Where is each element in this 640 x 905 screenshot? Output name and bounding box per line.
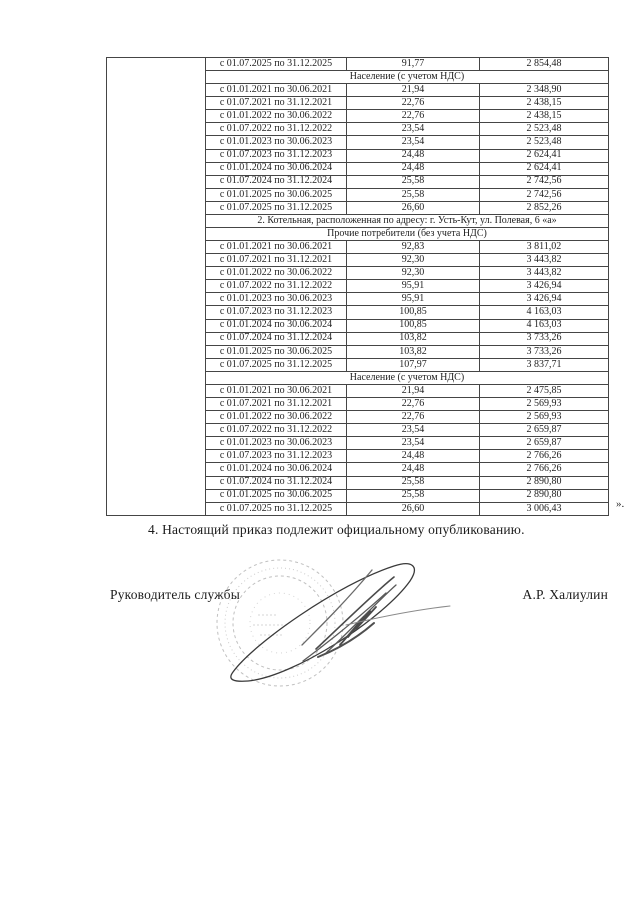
- price-cell: 2 852,26: [480, 201, 609, 214]
- period-cell: с 01.01.2024 по 30.06.2024: [206, 162, 347, 175]
- price-cell: 3 426,94: [480, 293, 609, 306]
- tariff-cell: 95,91: [347, 280, 480, 293]
- price-cell: 2 475,85: [480, 384, 609, 397]
- closing-quote-mark: ».: [616, 498, 625, 510]
- period-cell: с 01.07.2025 по 31.12.2025: [206, 502, 347, 515]
- tariff-cell: 100,85: [347, 319, 480, 332]
- price-cell: 3 733,26: [480, 345, 609, 358]
- price-cell: 2 438,15: [480, 97, 609, 110]
- price-cell: 3 443,82: [480, 254, 609, 267]
- period-cell: с 01.01.2025 по 30.06.2025: [206, 489, 347, 502]
- tariff-cell: 24,48: [347, 450, 480, 463]
- period-cell: с 01.01.2022 по 30.06.2022: [206, 411, 347, 424]
- tariff-cell: 23,54: [347, 424, 480, 437]
- period-cell: с 01.07.2023 по 31.12.2023: [206, 450, 347, 463]
- tariff-cell: 22,76: [347, 411, 480, 424]
- signature-line: [110, 587, 608, 603]
- period-cell: с 01.01.2025 по 30.06.2025: [206, 188, 347, 201]
- price-cell: 2 742,56: [480, 175, 609, 188]
- tariff-cell: 92,30: [347, 254, 480, 267]
- period-cell: с 01.07.2024 по 31.12.2024: [206, 175, 347, 188]
- official-stamp-and-signature: [198, 549, 464, 701]
- period-cell: с 01.07.2022 по 31.12.2022: [206, 280, 347, 293]
- period-cell: с 01.01.2021 по 30.06.2021: [206, 384, 347, 397]
- tariff-cell: 24,48: [347, 463, 480, 476]
- price-cell: 3 733,26: [480, 332, 609, 345]
- tariff-cell: 25,58: [347, 188, 480, 201]
- tariff-cell: 23,54: [347, 136, 480, 149]
- order-paragraph: 4. Настоящий приказ подлежит официальному опубликованию.: [148, 522, 525, 537]
- period-cell: с 01.07.2022 по 31.12.2022: [206, 424, 347, 437]
- section-header-cell: Прочие потребители (без учета НДС): [206, 228, 609, 241]
- period-cell: с 01.07.2021 по 31.12.2021: [206, 254, 347, 267]
- price-cell: 3 443,82: [480, 267, 609, 280]
- tariff-cell: 25,58: [347, 175, 480, 188]
- period-cell: с 01.01.2021 по 30.06.2021: [206, 241, 347, 254]
- tariff-cell: 24,48: [347, 162, 480, 175]
- period-cell: с 01.07.2023 по 31.12.2023: [206, 149, 347, 162]
- section-header-cell: 2. Котельная, расположенная по адресу: г. Усть-Кут, ул. Полевая, 6 «а»: [206, 214, 609, 227]
- period-cell: с 01.07.2024 по 31.12.2024: [206, 332, 347, 345]
- tariff-cell: 92,83: [347, 241, 480, 254]
- empty-first-column-cell: [107, 58, 206, 516]
- period-cell: с 01.01.2022 по 30.06.2022: [206, 110, 347, 123]
- period-cell: с 01.01.2024 по 30.06.2024: [206, 463, 347, 476]
- price-cell: 2 890,80: [480, 489, 609, 502]
- period-cell: с 01.07.2021 по 31.12.2021: [206, 398, 347, 411]
- tariff-cell: 103,82: [347, 332, 480, 345]
- period-cell: с 01.07.2025 по 31.12.2025: [206, 58, 347, 71]
- price-cell: 2 569,93: [480, 398, 609, 411]
- tariff-cell: 22,76: [347, 398, 480, 411]
- price-cell: 2 659,87: [480, 424, 609, 437]
- period-cell: с 01.07.2022 по 31.12.2022: [206, 123, 347, 136]
- period-cell: с 01.07.2021 по 31.12.2021: [206, 97, 347, 110]
- tariff-cell: 22,76: [347, 97, 480, 110]
- tariff-cell: 23,54: [347, 123, 480, 136]
- period-cell: с 01.07.2024 по 31.12.2024: [206, 476, 347, 489]
- period-cell: с 01.01.2023 по 30.06.2023: [206, 136, 347, 149]
- tariff-table: [106, 57, 609, 516]
- tariff-cell: 95,91: [347, 293, 480, 306]
- tariff-cell: 26,60: [347, 502, 480, 515]
- tariff-cell: 92,30: [347, 267, 480, 280]
- price-cell: 2 854,48: [480, 58, 609, 71]
- tariff-cell: 23,54: [347, 437, 480, 450]
- price-cell: 3 426,94: [480, 280, 609, 293]
- price-cell: 3 811,02: [480, 241, 609, 254]
- price-cell: 2 766,26: [480, 463, 609, 476]
- price-cell: 2 766,26: [480, 450, 609, 463]
- price-cell: 2 523,48: [480, 136, 609, 149]
- tariff-cell: 100,85: [347, 306, 480, 319]
- period-cell: с 01.01.2023 по 30.06.2023: [206, 293, 347, 306]
- tariff-cell: 24,48: [347, 149, 480, 162]
- tariff-cell: 25,58: [347, 476, 480, 489]
- period-cell: с 01.07.2023 по 31.12.2023: [206, 306, 347, 319]
- period-cell: с 01.01.2021 по 30.06.2021: [206, 84, 347, 97]
- tariff-cell: 26,60: [347, 201, 480, 214]
- price-cell: 2 348,90: [480, 84, 609, 97]
- price-cell: 3 837,71: [480, 358, 609, 371]
- handwritten-signature-icon: [231, 564, 450, 682]
- price-cell: 2 659,87: [480, 437, 609, 450]
- section-header-cell: Население (с учетом НДС): [206, 371, 609, 384]
- tariff-cell: 21,94: [347, 84, 480, 97]
- round-seal-icon: [217, 560, 343, 686]
- tariff-cell: 91,77: [347, 58, 480, 71]
- price-cell: 4 163,03: [480, 306, 609, 319]
- tariff-table-body: [107, 58, 609, 516]
- tariff-cell: 107,97: [347, 358, 480, 371]
- period-cell: с 01.01.2025 по 30.06.2025: [206, 345, 347, 358]
- table-row: [107, 58, 609, 71]
- price-cell: 2 438,15: [480, 110, 609, 123]
- tariff-cell: 21,94: [347, 384, 480, 397]
- period-cell: с 01.07.2025 по 31.12.2025: [206, 358, 347, 371]
- price-cell: 4 163,03: [480, 319, 609, 332]
- price-cell: 2 624,41: [480, 162, 609, 175]
- tariff-cell: 22,76: [347, 110, 480, 123]
- price-cell: 2 569,93: [480, 411, 609, 424]
- price-cell: 2 890,80: [480, 476, 609, 489]
- price-cell: 2 742,56: [480, 188, 609, 201]
- period-cell: с 01.01.2023 по 30.06.2023: [206, 437, 347, 450]
- period-cell: с 01.01.2022 по 30.06.2022: [206, 267, 347, 280]
- signature-role: Руководитель службы: [110, 587, 240, 602]
- tariff-cell: 103,82: [347, 345, 480, 358]
- price-cell: 3 006,43: [480, 502, 609, 515]
- tariff-cell: 25,58: [347, 489, 480, 502]
- section-header-cell: Население (с учетом НДС): [206, 71, 609, 84]
- period-cell: с 01.07.2025 по 31.12.2025: [206, 201, 347, 214]
- signature-name: А.Р. Халиулин: [522, 587, 608, 602]
- period-cell: с 01.01.2024 по 30.06.2024: [206, 319, 347, 332]
- price-cell: 2 624,41: [480, 149, 609, 162]
- price-cell: 2 523,48: [480, 123, 609, 136]
